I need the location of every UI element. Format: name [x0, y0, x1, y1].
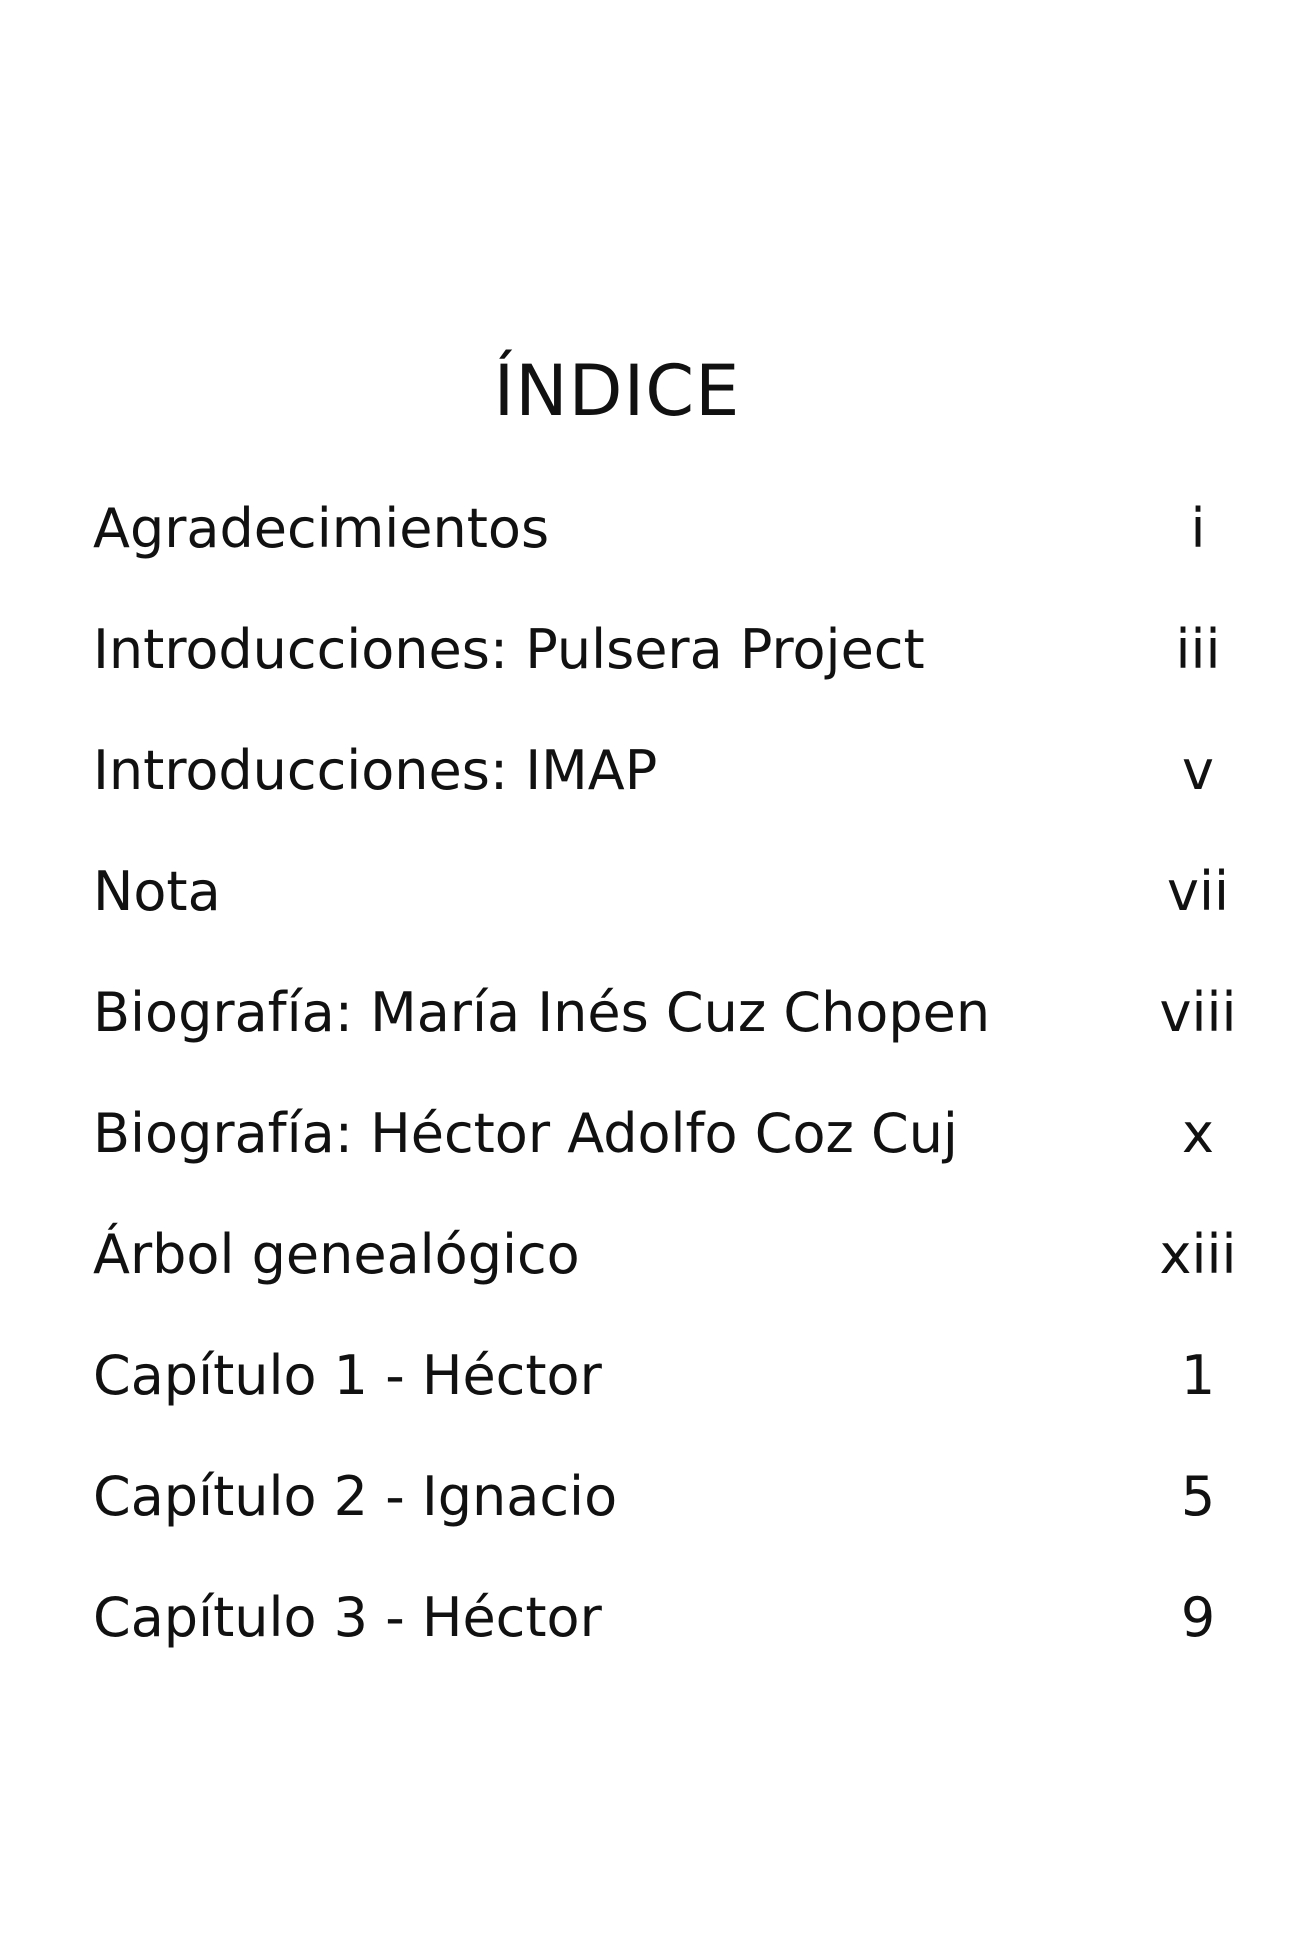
toc-entry[interactable]	[93, 1452, 1216, 1542]
toc-entry-page-number: v	[1182, 739, 1214, 802]
toc-entry-label: Capítulo 3 - Héctor	[93, 1586, 602, 1649]
toc-entry[interactable]	[93, 1089, 1214, 1179]
toc-entry[interactable]	[93, 1573, 1216, 1663]
toc-entry-page-number: xiii	[1159, 1223, 1237, 1286]
toc-entry-label: Biografía: Héctor Adolfo Coz Cuj	[93, 1102, 958, 1165]
toc-entry-label: Capítulo 2 - Ignacio	[93, 1465, 618, 1528]
toc-entry-label: Árbol genealógico	[93, 1223, 580, 1286]
toc-entry[interactable]	[93, 484, 1206, 574]
toc-entry-page-number: i	[1190, 497, 1206, 560]
toc-entry-label: Agradecimientos	[93, 497, 550, 560]
toc-entry[interactable]	[93, 1210, 1237, 1300]
toc-entry-page-number: iii	[1175, 618, 1221, 681]
toc-entry-label: Introducciones: Pulsera Project	[93, 618, 925, 681]
toc-entry[interactable]	[93, 1331, 1216, 1421]
toc-entry[interactable]	[93, 968, 1237, 1058]
toc-entry-label: Biografía: María Inés Cuz Chopen	[93, 981, 991, 1044]
toc-entry-label: Nota	[93, 860, 221, 923]
toc-entry-page-number: viii	[1159, 981, 1237, 1044]
toc-entry-label: Capítulo 1 - Héctor	[93, 1344, 602, 1407]
toc-entry-label: Introducciones: IMAP	[93, 739, 658, 802]
toc-entry-page-number: vii	[1167, 860, 1229, 923]
toc-entry-page-number: x	[1182, 1102, 1214, 1165]
toc-entry-page-number: 1	[1180, 1344, 1216, 1407]
toc-entry[interactable]	[93, 726, 1214, 816]
toc-entry[interactable]	[93, 847, 1229, 937]
page-title: ÍNDICE	[493, 350, 741, 432]
toc-entry-page-number: 9	[1180, 1586, 1216, 1649]
toc-entry[interactable]	[93, 605, 1221, 695]
toc-entry-page-number: 5	[1180, 1465, 1216, 1528]
